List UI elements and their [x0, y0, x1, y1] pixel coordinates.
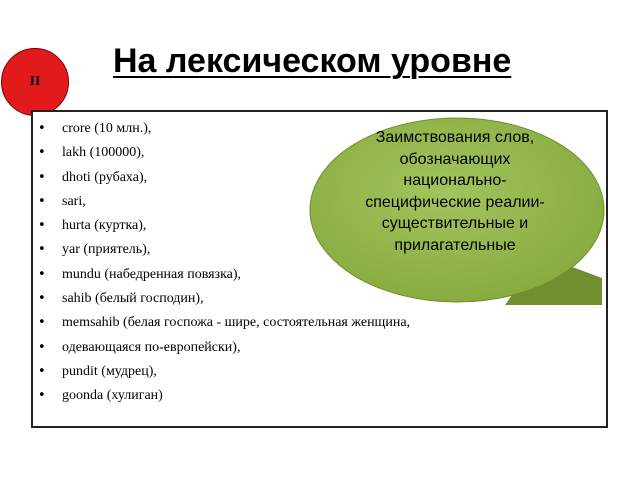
list-item: • pundit (мудрец),	[37, 362, 410, 386]
list-item: • memsahib (белая госпожа - шире, состоятельная женщина,	[37, 313, 410, 337]
list-item: • mundu (набедренная повязка),	[37, 265, 410, 289]
bullet-icon: •	[38, 291, 46, 307]
bullet-icon: •	[38, 145, 46, 161]
bullet-icon: •	[38, 193, 46, 209]
list-item: • goonda (хулиган)	[37, 386, 410, 410]
list-item: • crore (10 млн.),	[37, 119, 410, 143]
list-item: • lakh (100000),	[37, 143, 410, 167]
bullet-icon: •	[38, 339, 46, 355]
callout-text: Заимствования слов, обозначающих национально-специфические реалии-существительные и прилагательные	[365, 129, 545, 254]
bullet-icon: •	[38, 266, 46, 282]
bullet-icon: •	[38, 121, 46, 136]
list-item: • dhoti (рубаха),	[37, 168, 410, 192]
list-item: • sahib (белый господин),	[37, 289, 410, 313]
list-item: • hurta (куртка),	[37, 216, 410, 240]
slide-title: На лексическом уровне	[113, 42, 512, 80]
list-item: • sari,	[37, 192, 410, 216]
bullet-icon: •	[38, 315, 46, 331]
badge-label: II	[29, 74, 41, 89]
bullet-icon: •	[38, 363, 46, 379]
bullet-icon: •	[38, 218, 46, 234]
bullet-icon: •	[38, 169, 46, 185]
list-item: • yar (приятель),	[37, 240, 410, 264]
list-item: • одевающаяся по-европейски),	[37, 338, 410, 362]
bullet-icon: •	[38, 388, 46, 404]
bullet-icon: •	[38, 242, 46, 258]
